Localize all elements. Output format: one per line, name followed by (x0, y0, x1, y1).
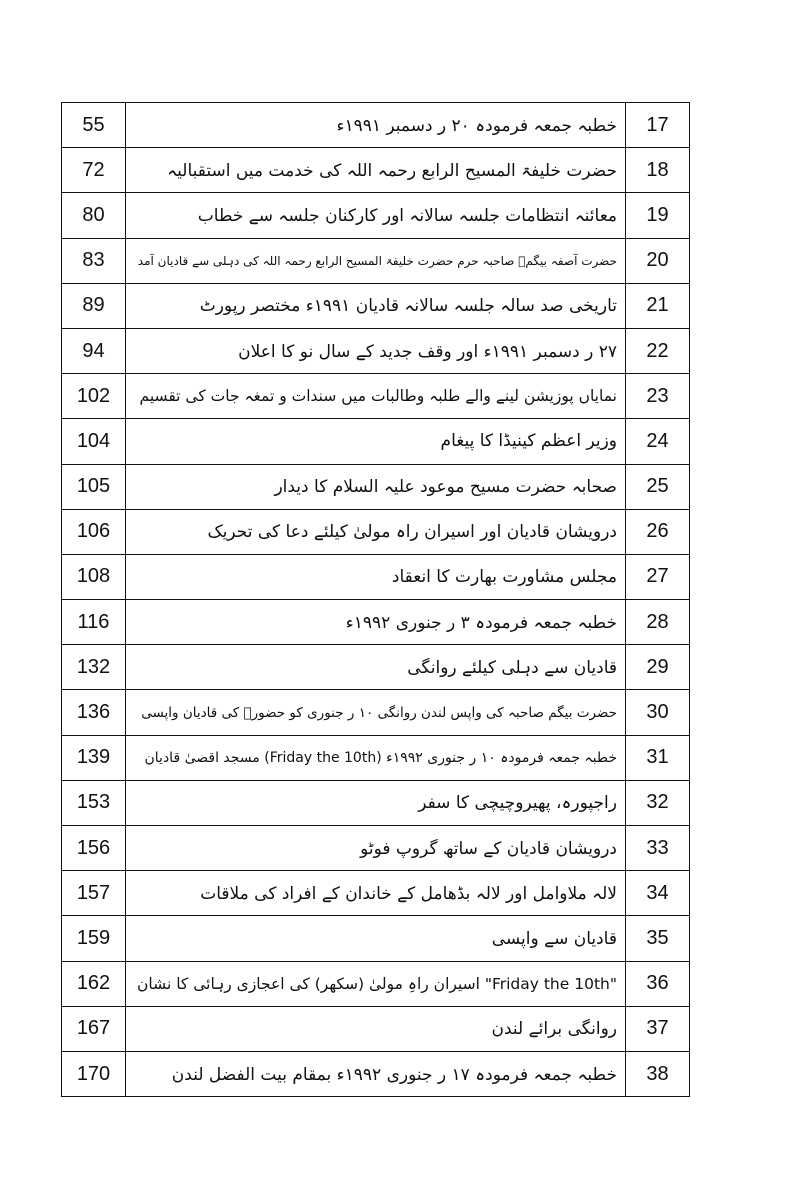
entry-number-cell: 29 (626, 645, 690, 690)
page-number-cell: 167 (62, 1006, 126, 1051)
entry-title-cell: نمایاں پوزیشن لینے والے طلبہ وطالبات میں سندات و تمغہ جات کی تقسیم (126, 374, 626, 419)
page-number-cell: 162 (62, 961, 126, 1006)
table-row (62, 735, 690, 780)
table-row (62, 193, 690, 238)
table-row (62, 283, 690, 328)
table-row (62, 600, 690, 645)
entry-title-cell: قادیان سے واپسی (126, 916, 626, 961)
entry-title-cell: خطبہ جمعہ فرمودہ ۱۷ ر جنوری ۱۹۹۲ء بمقام بیت الفضل لندن (126, 1051, 626, 1096)
entry-title-cell: تاریخی صد سالہ جلسہ سالانہ قادیان ۱۹۹۱ء مختصر رپورٹ (126, 283, 626, 328)
entry-title-cell: قادیان سے دہلی کیلئے روانگی (126, 645, 626, 690)
toc-body (62, 103, 690, 1097)
entry-title-cell: وزیر اعظم کینیڈا کا پیغام (126, 419, 626, 464)
page-number-cell: 102 (62, 374, 126, 419)
entry-title-cell: درویشان قادیان اور اسیران راہ مولیٰ کیلئے دعا کی تحریک (126, 509, 626, 554)
table-row (62, 780, 690, 825)
entry-number-cell: 23 (626, 374, 690, 419)
entry-number-cell: 34 (626, 871, 690, 916)
table-row (62, 509, 690, 554)
entry-title-cell: لالہ ملاوامل اور لالہ بڈھامل کے خاندان کے افراد کی ملاقات (126, 871, 626, 916)
table-row (62, 238, 690, 283)
entry-number-cell: 21 (626, 283, 690, 328)
entry-title-cell: راجپورہ، پھیروچیچی کا سفر (126, 780, 626, 825)
table-of-contents (61, 102, 690, 1097)
entry-number-cell: 22 (626, 328, 690, 373)
entry-number-cell: 25 (626, 464, 690, 509)
table-row (62, 103, 690, 148)
table-row (62, 1051, 690, 1096)
page-number-cell: 72 (62, 148, 126, 193)
page-number-cell: 83 (62, 238, 126, 283)
entry-title-cell: مجلس مشاورت بھارت کا انعقاد (126, 554, 626, 599)
page-number-cell: 94 (62, 328, 126, 373)
table-row (62, 419, 690, 464)
table-row (62, 1006, 690, 1051)
table-row (62, 690, 690, 735)
entry-title-cell: ۲۷ ر دسمبر ۱۹۹۱ء اور وقف جدید کے سال نو کا اعلان (126, 328, 626, 373)
entry-title-cell: خطبہ جمعہ فرمودہ ۳ ر جنوری ۱۹۹۲ء (126, 600, 626, 645)
page-number-cell: 89 (62, 283, 126, 328)
entry-title-cell: خطبہ جمعہ فرمودہ ۱۰ ر جنوری ۱۹۹۲ء (Friday the 10th) مسجد اقصیٰ قادیان (126, 735, 626, 780)
entry-number-cell: 35 (626, 916, 690, 961)
entry-number-cell: 36 (626, 961, 690, 1006)
table-row (62, 961, 690, 1006)
entry-number-cell: 33 (626, 826, 690, 871)
entry-title-cell: معائنہ انتظامات جلسہ سالانہ اور کارکنان جلسہ سے خطاب (126, 193, 626, 238)
entry-title-cell: حضرت آصفہ بیگمؒ صاحبہ حرم حضرت خلیفۃ المسیح الرابع رحمہ اللہ کی دہلی سے قادیان آمد (126, 238, 626, 283)
table-row (62, 871, 690, 916)
page-number-cell: 136 (62, 690, 126, 735)
table-row (62, 645, 690, 690)
page-number-cell: 108 (62, 554, 126, 599)
entry-title-cell: روانگی برائے لندن (126, 1006, 626, 1051)
page-number-cell: 159 (62, 916, 126, 961)
entry-number-cell: 27 (626, 554, 690, 599)
table-row (62, 916, 690, 961)
entry-number-cell: 32 (626, 780, 690, 825)
table-row (62, 826, 690, 871)
table-row (62, 148, 690, 193)
page-number-cell: 55 (62, 103, 126, 148)
table-row (62, 328, 690, 373)
page-number-cell: 139 (62, 735, 126, 780)
entry-number-cell: 26 (626, 509, 690, 554)
table-row (62, 554, 690, 599)
page-number-cell: 106 (62, 509, 126, 554)
entry-number-cell: 24 (626, 419, 690, 464)
page-number-cell: 157 (62, 871, 126, 916)
entry-title-cell: صحابہ حضرت مسیح موعود علیہ السلام کا دیدار (126, 464, 626, 509)
page-number-cell: 132 (62, 645, 126, 690)
entry-number-cell: 20 (626, 238, 690, 283)
entry-number-cell: 18 (626, 148, 690, 193)
page-number-cell: 156 (62, 826, 126, 871)
entry-number-cell: 17 (626, 103, 690, 148)
page-number-cell: 116 (62, 600, 126, 645)
entry-title-cell: "Friday the 10th" اسیران راہِ مولیٰ (سکھر) کی اعجازی رہائی کا نشان (126, 961, 626, 1006)
entry-number-cell: 30 (626, 690, 690, 735)
entry-title-cell: حضرت بیگم صاحبہ کی واپس لندن روانگی ۱۰ ر جنوری کو حضورؒ کی قادیان واپسی (126, 690, 626, 735)
entry-number-cell: 37 (626, 1006, 690, 1051)
page-number-cell: 105 (62, 464, 126, 509)
page-number-cell: 153 (62, 780, 126, 825)
entry-title-cell: درویشان قادیان کے ساتھ گروپ فوٹو (126, 826, 626, 871)
entry-number-cell: 19 (626, 193, 690, 238)
entry-number-cell: 31 (626, 735, 690, 780)
entry-title-cell: حضرت خلیفۃ المسیح الرابع رحمہ اللہ کی خدمت میں استقبالیہ (126, 148, 626, 193)
page-number-cell: 80 (62, 193, 126, 238)
table-row (62, 464, 690, 509)
entry-number-cell: 28 (626, 600, 690, 645)
page-number-cell: 170 (62, 1051, 126, 1096)
entry-title-cell: خطبہ جمعہ فرمودہ ۲۰ ر دسمبر ۱۹۹۱ء (126, 103, 626, 148)
page-number-cell: 104 (62, 419, 126, 464)
table-row (62, 374, 690, 419)
entry-number-cell: 38 (626, 1051, 690, 1096)
